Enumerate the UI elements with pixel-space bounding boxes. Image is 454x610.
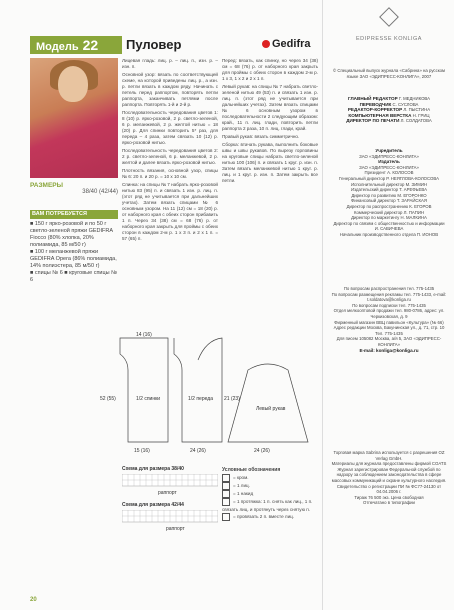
legend xyxy=(222,467,318,521)
legend-item: = кром. xyxy=(222,474,318,482)
pattern-schematic xyxy=(98,330,322,458)
staff-entry: ГЛАВНЫЙ РЕДАКТОР Г. МЕДНИКОВА xyxy=(347,96,431,101)
dim-label: 14 (16) xyxy=(136,332,152,338)
publisher-brand: EDIPRESSE KONLIGA xyxy=(356,36,422,42)
knit-stitch-icon xyxy=(222,482,230,490)
page-title: Пуловер xyxy=(126,37,182,52)
legend-item: = 1 лиц. xyxy=(222,482,318,490)
dim-label: 24 (26) xyxy=(190,448,206,454)
legend-item: = 1 протяжка: 1 п. снять как лиц., 1 п. связать лиц. и протянуть через снятую п. xyxy=(222,499,313,512)
legal-footer: Торговая марка Sabrina используется с разрешения OZ Verlag GmbH. Материалы для журнала предоставлены фирмой COATS Журнал зарегистрирован Федеральной службой по надзору за соблюдением законодательства в сфере массовых коммуникаций и охране культурного наследия. Свидетельство о регистрации ПИ № ФС77-24130 от 04.04.2006 г. Тираж 76 500 экз. Цена свободная Отпечатано в типографии xyxy=(331,450,447,506)
sleeve-shape xyxy=(228,364,308,442)
sizes-section xyxy=(30,182,118,195)
staff-entry: ПЕРЕВОДЧИК С. СУСЛОВА xyxy=(359,101,419,107)
contacts-list: По вопросам распространения тел. 775-1435 По вопросам размещения рекламы тел. 775-1433, e-mail: t.soldatova@konliga.ru По вопросам подписки тел. 775-1435 Отдел мелкооптовой продажи тел. 980-0786, адрес: ул. Черкизовская, д. 9 Фирменный магазин ВВЦ павильон «Культура» (№ 66) Адрес редакции Москва, Бакунинская ул., д. 71, стр. 10 Тел. 775-1435 Для писем 105082 Москва, а/я 5, ЗАО «ЭДИПРЕСС-КОНЛИГА» E-mail: konliga@konliga.ru xyxy=(331,286,447,353)
edge-stitch-icon xyxy=(222,474,230,482)
back-shape xyxy=(120,338,168,442)
model-label: Модель xyxy=(36,41,79,53)
instructions-column-1 xyxy=(122,58,218,298)
brand-name: Gedifra xyxy=(272,38,311,50)
instruction-paragraph: Плотность вязания, основной узор, спицы № 6: 20 п. и 20 р. = 10 х 10 см. xyxy=(122,168,218,179)
schema-title-small: Схема для размера 38/40 xyxy=(122,466,184,472)
model-number: 22 xyxy=(82,37,99,53)
publication-note: © Специальный выпуск журнала «Сабрина» на русском языке ЗАО «ЭДИПРЕСС-КОНЛИГА», 2007 xyxy=(332,68,445,79)
instruction-paragraph: Последовательность чередования цветов 2: 2 р. светло-зеленой, 6 р. меланжевой, 2 р. желтой и далее вязать ярко-розовой нитью. xyxy=(122,148,218,165)
materials-line: ■ 100 г меланжевой пряжи GEDIFRA Opera (86% полиамида, 14% полиэстера, 85 м/50 г) xyxy=(30,249,117,269)
materials-section xyxy=(30,210,118,284)
sizes-value: 38/40 (42/44) xyxy=(82,189,118,195)
dim-label: 24 (26) xyxy=(254,448,270,454)
instruction-paragraph: Левый рукав: на спицы № 7 набрать светло-зеленой нитью 49 (53) п. и связать 1 изн. р. лиц. п. (этот ряд не учитывается при дальнейших учетах). Затем вязать спицами № 6 основным узором в последовательности 2 следующим образом: край., 11 п. лиц. глади, повторить петли раппорта 2 раза, 10 п. лиц. глади, край. xyxy=(222,84,318,131)
instruction-paragraph: Последовательность чередования цветов 1: 8 (10) р. ярко-розовой, 2 р. светло-зеленой, 6 р. меланжевой, 2 р. желтой нитью = 18 (20) р. Для спинки повторить 5* раз, для переда – 4 раза, затем связать 10 (12) р. ярко-розовой нитью. xyxy=(122,110,218,145)
dim-label: 52 (55) xyxy=(100,396,116,402)
dim-label: 15 (16) xyxy=(134,448,150,454)
legend-item: = провязать 2 п. вместе лиц. xyxy=(222,513,318,521)
rapport-label: раппорт xyxy=(158,490,177,496)
staff-entry: РЕДАКТОР-КОРРЕКТОР Л. ПЫСТИНА xyxy=(347,107,431,113)
brand-logo xyxy=(262,38,311,50)
dim-label: 21 (23) xyxy=(224,396,240,402)
model-badge xyxy=(30,36,122,54)
yarn-over-icon xyxy=(222,490,230,498)
publisher-list: Учредитель ЗАО «ЭДИПРЕСС-КОНЛИГА» Издатель ЗАО «ЭДИПРЕСС-КОНЛИГА» Президент А. КОЛОСОВ Генеральный директор Р. НЕЯГЛОВА-КОЛОСОВА Исполнительный директор М. ЗИМИН Издательский директор Т. АРЕФЬЕВА Директор по развитию М. ЕГОРОНКО Финансовый директор Т. ЗАРАЙСКАЯ Директор по распространению К. ЕГОРОВ Коммерческий директор Л. ПАПИН Директор по маркетингу Н. МАЛКИНА Директор по связям с общественностью и информации И. САВИЧЕВА Начальник производственного отдела П. ИОНОВ xyxy=(333,148,445,237)
materials-line: ■ 150 г ярко-розовой и по 50 г светло-зеленой пряжи GEDIFRA Fiocco (80% хлопка, 20% полиамида, 85 м/50 г) xyxy=(30,221,113,248)
schema-grid-small xyxy=(122,474,218,498)
publisher-logo-icon xyxy=(379,7,399,27)
publisher-logo xyxy=(371,10,407,29)
rapport-label: раппорт xyxy=(166,526,185,532)
front-shape xyxy=(174,338,222,442)
brand-logo-icon xyxy=(262,40,270,48)
k2tog-icon xyxy=(222,513,230,521)
slip-stitch-icon xyxy=(222,498,230,506)
staff-entry: ДИРЕКТОР ПО ПЕЧАТИ Л. СОЛДАТОВА xyxy=(346,118,432,124)
instruction-paragraph: Лицевая гладь: лиц. р. – лиц. п., изн. р. – изн. п. xyxy=(122,58,218,69)
photo-face xyxy=(58,66,88,102)
page-number: 20 xyxy=(30,597,37,603)
model-photo xyxy=(30,58,118,178)
instruction-paragraph: Спинка: на спицы № 7 набрать ярко-розовой нитью 83 (95) п. и связать 1 изн. р. лиц. п. (этот ряд не учитывается при дальнейших учетах). Затем вязать спицами № 6 основным узором. На 11 (12) см = 18 (20) р. от наборного края с обеих сторон прибавить 1 п. Через 34 (38) см = 68 (76) р. от наборного края закрыть для проймы с обеих сторон в каждом 2-м р. 1 х 3 п. и 2 х 1 п. = 57 (65) п. xyxy=(122,182,218,241)
staff-list xyxy=(331,96,447,124)
sizes-heading: РАЗМЕРЫ xyxy=(30,182,63,189)
instruction-paragraph: Перед: вязать, как спинку, но через 34 (38) см = 68 (76) р. от наборного края закрыть для проймы с обеих сторон в каждом 2-м р. 1 х 3, 1 х 2 и 2 х 1 п. xyxy=(222,58,318,81)
sleeve-label: Левый рукав xyxy=(256,406,286,412)
front-label: 1/2 переда xyxy=(188,396,213,402)
back-label: 1/2 спинки xyxy=(136,396,161,402)
schema-title-large: Схема для размера 42/44 xyxy=(122,502,184,508)
instruction-paragraph: Основной узор: вязать по соответствующей схеме, на которой приведены лиц. р., а изн. р. петли вязать в каждом ряду. Начинать с петель перед раппортом, повторять петли раппорта, заканчивать петлями после раппорта. Повторять 1-й и 2-й р. xyxy=(122,72,218,107)
instruction-paragraph: Сборка: втачать рукава, выполнить боковые швы и швы рукавов. По вырезу горловины на круговые спицы набрать светло-зеленой нитью 100 (106) п. и связать 1 круг. р. изн. п. Затем вязать меланжевой нитью 1 круг. р. лиц. и 1 круг. р. изн. п. Затем закрыть все петли. xyxy=(222,142,318,183)
instructions-column-2 xyxy=(222,58,318,316)
schema-grid-large xyxy=(122,510,218,534)
page-header xyxy=(30,36,320,56)
legend-item: = 1 накид xyxy=(222,490,318,498)
materials-heading: ВАМ ПОТРЕБУЕТСЯ xyxy=(30,210,118,219)
instruction-paragraph: Правый рукав: вязать симметрично. xyxy=(222,134,300,139)
imprint-column xyxy=(322,0,454,610)
materials-line: ■ спицы № 6 ■ круговые спицы № 6 xyxy=(30,270,118,283)
legend-heading: Условные обозначения xyxy=(222,467,281,473)
staff-entry: КОМПЬЮТЕРНАЯ ВЕРСТКА Н. ГРИЦ xyxy=(348,112,430,118)
